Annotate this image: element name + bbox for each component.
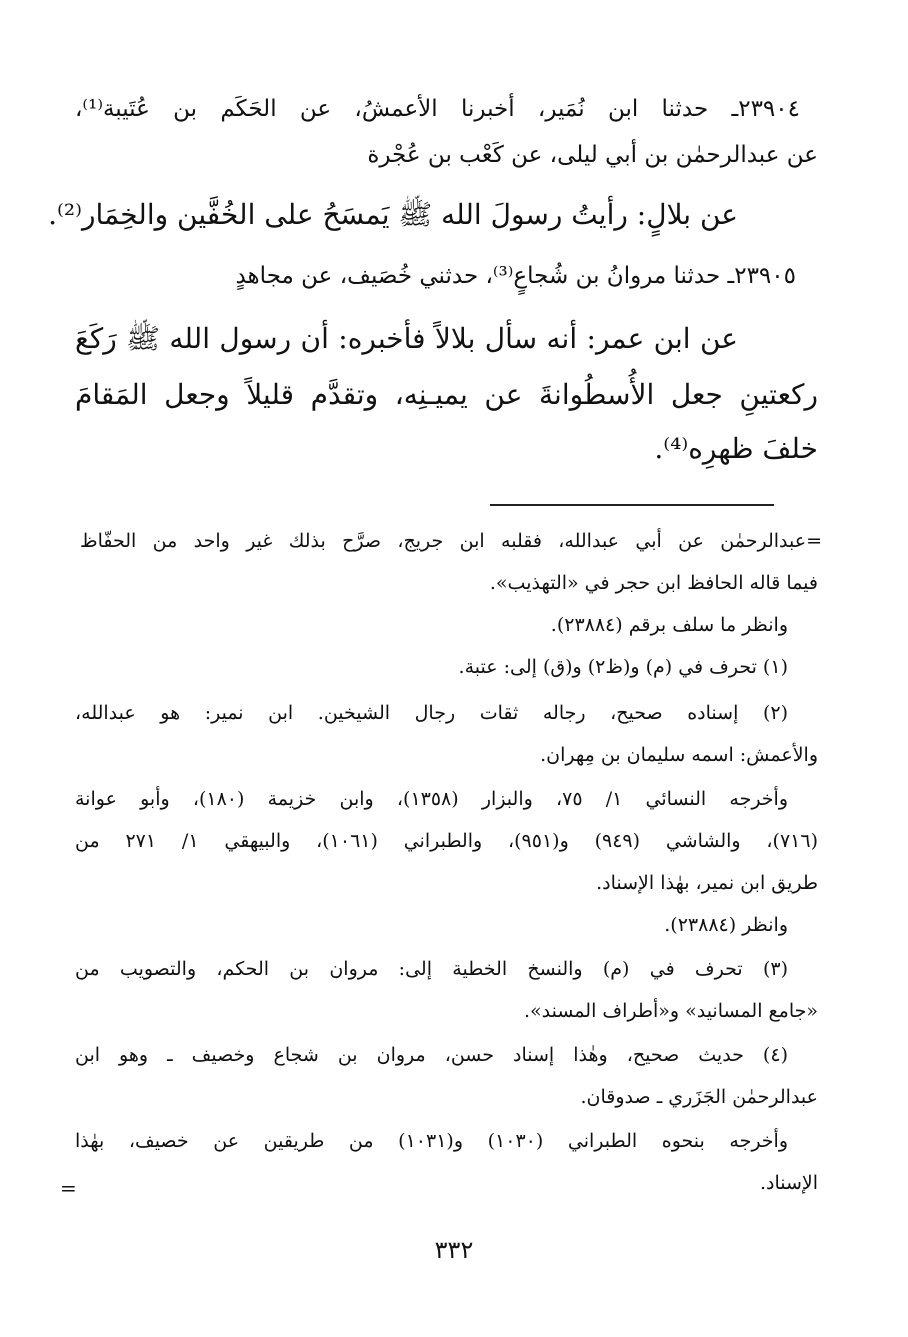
hadith-23905-line-4: خلفَ ظهرِه⁽⁴⁾. [654,432,818,465]
hadith-23905-line-3: ركعتينِ جعل الأُسطُوانةَ عن يميـنِه، وتقدَّم قليلاً وجعل المَقامَ [75,378,818,411]
footnote-4-line-2: عبدالرحمٰن الجَزَري ـ صدوقان. [580,1086,818,1108]
footnote-1: (١) تحرف في (م) و(ظ٢) و(ق) إلى: عتبة. [458,656,788,678]
footnote-2-line-1: (٢) إسناده صحيح، رجاله ثقات رجال الشيخين. ابن نمير: هو عبدالله، [75,702,788,724]
footnote-2-line-2: والأعمش: اسمه سليمان بن مِهران. [540,744,818,766]
footnote-3-line-2: «جامع المسانيد» و«أطراف المسند». [523,1000,818,1022]
hadith-23904-line-2: عن عبدالرحمٰن بن أبي ليلى، عن كَعْب بن عُجْرة [367,142,818,168]
footnote-continuation-line-1: =عبدالرحمٰن عن أبي عبدالله، فقلبه ابن جريج، صرَّح بذلك غير واحد من الحفّاظ [80,530,822,552]
footnote-4-line-4: الإسناد. [759,1172,818,1194]
footnote-2-see-also: وانظر (٢٣٨٨٤). [664,914,788,936]
hadith-23905-line-1: ٢٣٩٠٥ـ حدثنا مروانُ بن شُجاعٍ⁽³⁾، حدثني خُصَيف، عن مجاهدٍ [235,263,796,289]
footnote-2-line-4: (٧١٦)، والشاشي (٩٤٩) و(٩٥١)، والطبراني (١٠٦١)، والبيهقي ١/ ٢٧١ من [75,830,818,852]
hadith-23904-matn: عن بلالٍ: رأيتُ رسولَ الله ﷺ يَمسَحُ على الخُفَّين والخِمَار⁽²⁾. [48,198,738,231]
footnote-2-line-3: وأخرجه النسائي ١/ ٧٥، والبزار (١٣٥٨)، وابن خزيمة (١٨٠)، وأبو عوانة [75,788,788,810]
footnote-4-line-1: (٤) حديث صحيح، وهٰذا إسناد حسن، مروان بن شجاع وخصيف ـ وهو ابن [75,1044,788,1066]
footnote-continuation-line-2: فيما قاله الحافظ ابن حجر في «التهذيب». [489,572,818,594]
footnote-4-line-3: وأخرجه بنحوه الطبراني (١٠٣٠) و(١٠٣١) من طريقين عن خصيف، بهٰذا [75,1130,789,1152]
footnote-3-line-1: (٣) تحرف في (م) والنسخ الخطية إلى: مروان بن الحكم، والتصويب من [75,958,788,980]
hadith-23905-line-2: عن ابن عمر: أنه سأل بلالاً فأخبره: أن رسول الله ﷺ رَكَعَ [75,322,738,355]
footnote-2-line-5: طريق ابن نمير، بهٰذا الإسناد. [596,872,818,894]
hadith-23904-line-1: ٢٣٩٠٤ـ حدثنا ابن نُمَير، أخبرنا الأعمشُ، عن الحَكَم بن عُتَيبة⁽¹⁾، [75,96,800,122]
continuation-mark: = [60,1176,77,1200]
page-number: ٣٣٢ [434,1236,474,1264]
footnote-separator [490,504,774,506]
footnote-see-also-1: وانظر ما سلف برقم (٢٣٨٨٤). [550,614,788,636]
